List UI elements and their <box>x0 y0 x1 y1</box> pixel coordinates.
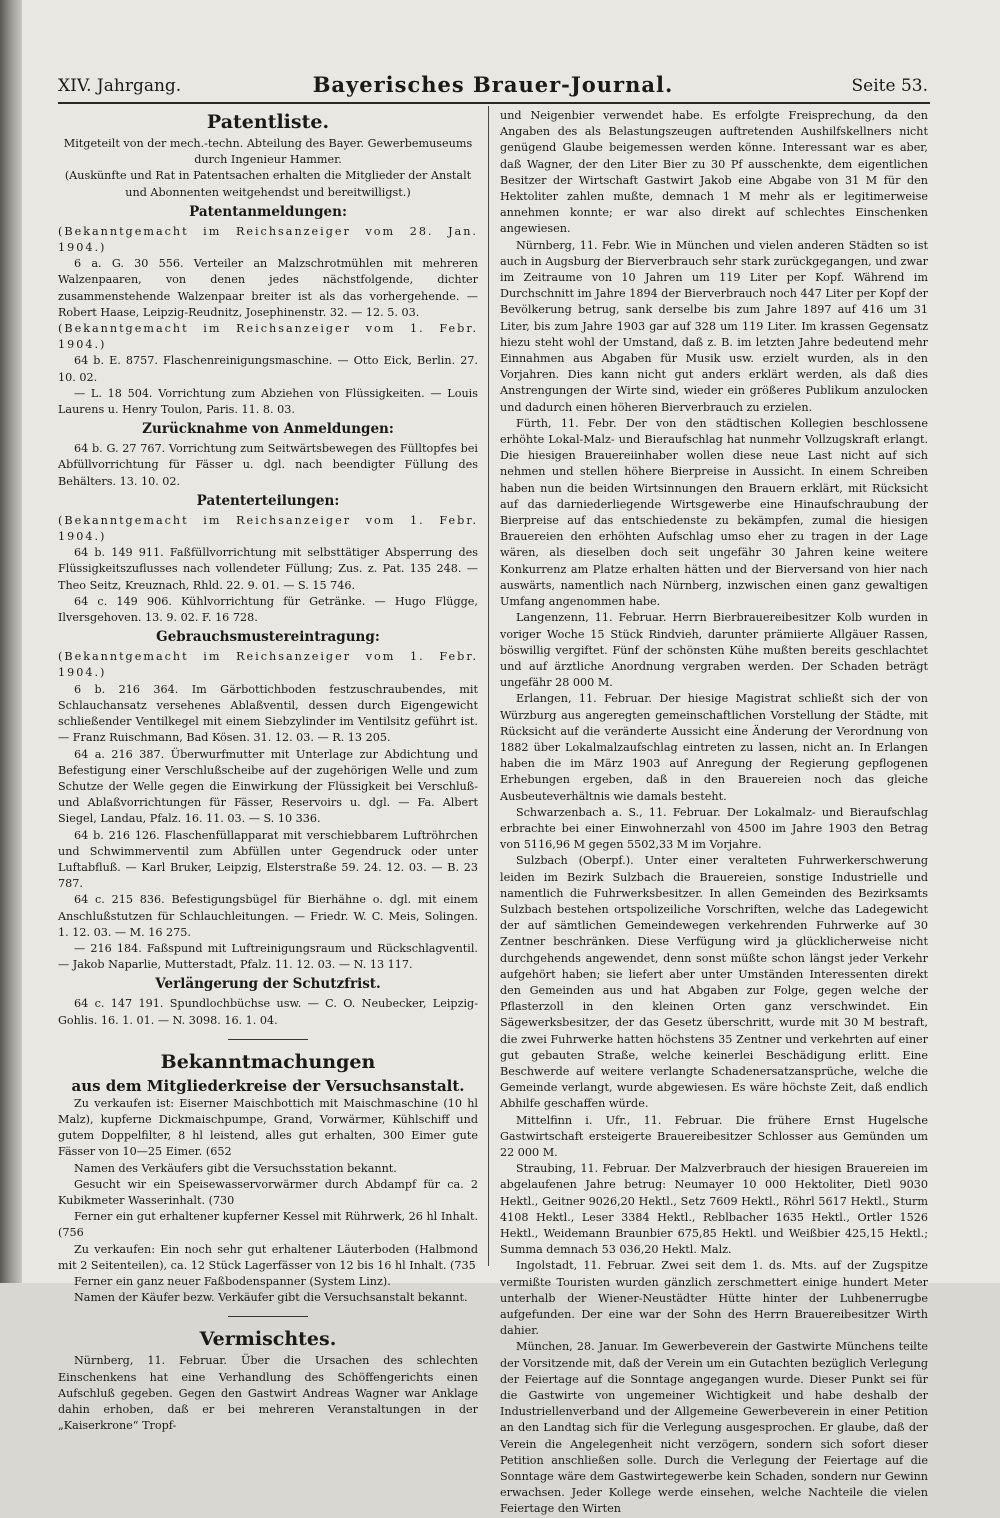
news-entry: Fürth, 11. Febr. Der von den städtischen Kollegien beschlossene erhöhte Lokal-Malz- und Bieraufschlag hat nunmehr Vollzugskraft erlangt. Die hiesigen Brauereiinhaber wollen diese neue Last nicht auf sich nehmen und stellen höhere Bierpreise in Aussicht. In einem Schreiben haben nun die beiden Wirtsinnungen den Brauern erklärt, mit Rücksicht auf das darniederliegende Wirtsgewerbe eine Hinaufschraubung der Bierpreise auf das entschiedenste zu bekämpfen, zumal die hiesigen Brauereien den erhöhten Aufschlag umso eher zu tragen in der Lage wären, als dieselben doch seit ungefähr 30 Jahren keine weitere Konkurrenz am Platze erhalten hätten und der Bierversand von hier nach auswärts, namentlich nach Nürnberg, inzwischen einen ganz gewaltigen Umfang angenommen habe. <box>500 416 928 609</box>
news-entry: Ingolstadt, 11. Februar. Zwei seit dem 1. ds. Mts. auf der Zugspitze vermißte Touristen wurden gänzlich zerschmettert einige hundert Meter unterhalb der Wiener-Neustädter Hütte hinter der Luhbenerrugbe aufgefunden. Der eine war der Sohn des Herrn Brauereibesitzer Wirth dahier. <box>500 1259 928 1338</box>
news-entry: München, 28. Januar. Im Gewerbeverein der Gastwirte Münchens teilte der Vorsitzende mit, daß der Verein um ein Gutachten bezüglich Verlegung der Feiertage auf die Sonntage angegangen wurde. Dieser Punkt sei für die Gastwirte von ungemeiner Wichtigkeit und habe deshalb der Industriellenverband und der Allgemeine Gewerbeverein in einer Petition an den Landtag sich für die Verlegung ausgesprochen. Er glaube, daß der Verein die Angelegenheit nicht verzögern, sondern sich sofort dieser Petition anschließen solle. Durch die Verlegung der Feiertage auf die Sonntage wäre dem Gastwirtegewerbe kein Schaden, sondern nur Gewinn erwachsen. Jeder Kollege werde einsehen, welche Nachteile die vielen Feiertage den Wirten <box>500 1340 928 1516</box>
erteilungen-heading: Patenterteilungen: <box>196 492 340 509</box>
journal-title: Bayerisches Brauer-Journal. <box>312 72 674 97</box>
anmeldungen-heading: Patentanmeldungen: <box>189 203 347 220</box>
news-entry: Nürnberg, 11. Febr. Wie in München und vielen anderen Städten so ist auch in Augsburg der Bierverbrauch sehr stark zurückgegangen, und zwar im Zeitraume von 10 Jahren um 119 Liter per Kopf. Während im Durchschnitt im Jahre 1894 der Bierverbrauch noch 447 Liter per Kopf der Bevölkerung betrug, sank derselbe bis zum Jahre 1897 auf 416 um 31 Liter, bis zum Jahre 1903 gar auf 328 um 119 Liter. Im krassen Gegensatz hiezu steht wohl der Umstand, daß z. B. im letzten Jahre bedeutend mehr Einnahmen aus Abgaben für Musik usw. erzielt wurden, als in den Vorjahren. Dies kann nicht gut anders erklärt werden, als daß dies Anstrengungen der Wirte sind, wieder ein größeres Publikum anzulocken und dadurch einen höheren Bierverbrauch zu erzielen. <box>500 238 928 414</box>
notice-entry: Zu verkaufen ist: Eiserner Maischbottich mit Maischmaschine (10 hl Malz), kupferne Dickmaischpumpe, Grand, Vorwärmer, Kühlschiff und gutem Doppelfilter, 8 hl leistend, alles gut erhalten, 300 Eimer gute Fässer von 10—25 Eimer. (652 <box>58 1096 478 1159</box>
notice-entry: Namen der Käufer bezw. Verkäufer gibt die Versuchsanstalt bekannt. <box>74 1291 468 1305</box>
notice-entry: Ferner ein gut erhaltener kupferner Kessel mit Rührwerk, 26 hl Inhalt. (756 <box>58 1210 478 1240</box>
patents-heading: Patentliste. <box>206 111 330 133</box>
patent-entry: 64 b. 149 911. Faßfüllvorrichtung mit selbsttätiger Absperrung des Flüssigkeitszuflusses nach vollendeter Füllung; Zus. z. Pat. 135 248. — Theo Seitz, Kreuznach, Rhld. 22. 9. 01. — S. 15 746. <box>58 546 478 592</box>
patent-entry: 64 c. 215 836. Befestigungsbügel für Bierhähne o. dgl. mit einem Anschlußstutzen für Schlauchleitungen. — Friedr. W. C. Meis, Solingen. 1. 12. 03. — M. 16 275. <box>58 893 478 939</box>
patent-entry: — L. 18 504. Vorrichtung zum Abziehen von Flüssigkeiten. — Louis Laurens u. Henry Toulon, Paris. 11. 8. 03. <box>58 386 478 417</box>
column-divider <box>488 106 489 1266</box>
section-divider <box>228 1039 308 1040</box>
publication-note: (Bekanntgemacht im Reichsanzeiger vom 1. Febr. 1904.) <box>58 322 478 352</box>
news-entry: Mittelfinn i. Ufr., 11. Februar. Die frühere Ernst Hugelsche Gastwirtschaft ersteigerte Brauereibesitzer Schlosser aus Gemünden um 22 000 M. <box>500 1113 928 1159</box>
news-entry: Erlangen, 11. Februar. Der hiesige Magistrat schließt sich der von Würzburg aus angeregten gemeinschaftlichen Vorstellung der Städte, mit Rücksicht auf die veränderte Aussicht eine Änderung der Verordnung von 1882 über Lokalmalzaufschlag eintreten zu lassen, nicht an. In Erlangen haben die im März 1903 auf Anregung der Regierung gepflogenen Erhebungen ergeben, daß in den Brauereien noch das gleiche Ausbeuteverhältnis wie damals besteht. <box>500 692 928 803</box>
page-number: Seite 53. <box>851 76 928 96</box>
patent-entry: — 216 184. Faßspund mit Luftreinigungsraum und Rückschlagventil. — Jakob Naparlie, Mutterstadt, Pfalz. 11. 12. 03. — N. 13 117. <box>58 941 478 972</box>
notice-entry: Gesucht wir ein Speisewasservorwärmer durch Abdampf für ca. 2 Kubikmeter Wasserinhalt. (730 <box>58 1177 478 1207</box>
right-column <box>500 108 928 1518</box>
book-spine <box>0 0 22 1283</box>
patents-intro: Mitgeteilt von der mech.-techn. Abteilung des Bayer. Gewerbemuseums durch Ingenieur Hammer. <box>63 137 473 167</box>
left-column <box>58 108 478 1434</box>
page-header <box>58 72 928 102</box>
patent-entry: 64 c. 147 191. Spundlochbüchse usw. — C. O. Neubecker, Leipzig-Gohlis. 16. 1. 01. — N. 3098. 16. 1. 04. <box>58 997 478 1027</box>
publication-note: (Bekanntgemacht im Reichsanzeiger vom 28. Jan. 1904.) <box>58 224 478 255</box>
notice-entry: Namen des Verkäufers gibt die Versuchsstation bekannt. <box>74 1161 397 1175</box>
patent-entry: 6 a. G. 30 556. Verteiler an Malzschrotmühlen mit mehreren Walzenpaaren, von denen jedes nächstfolgende, dichter zusammenstehende Walzenpaar breiter ist als das vorhergehende. — Robert Haase, Leipzig-Reudnitz, Josephinenstr. 32. — 12. 5. 03. <box>58 257 478 319</box>
notice-entry: Ferner ein ganz neuer Faßbodenspanner (System Linz). <box>74 1274 391 1288</box>
header-rule <box>58 102 930 104</box>
patents-note: (Auskünfte und Rat in Patentsachen erhalten die Mitglieder der Anstalt und Abonnenten weitgehendst und bereitwilligst.) <box>64 169 472 199</box>
news-entry: Nürnberg, 11. Februar. Über die Ursachen des schlechten Einschenkens hat eine Verhandlung des Schöffengerichts einen Aufschluß gegeben. Gegen den Gastwirt Andreas Wagner war Anklage dahin erhoben, daß er bei mehreren Veranstaltungen in der „Kaiserkrone“ Tropf- <box>58 1354 478 1433</box>
patent-entry: 64 a. 216 387. Überwurfmutter mit Unterlage zur Abdichtung und Befestigung einer Verschlußscheibe auf der zugehörigen Welle und zum Schutze der Welle gegen die Einwirkung der Flüssigkeit bei Verschluß- und Ablaßvorrichtungen für Fässer, Reservoirs u. dgl. — Fa. Albert Siegel, Landau, Pfalz. 16. 11. 03. — S. 10 336. <box>58 747 478 826</box>
patent-entry: 64 b. E. 8757. Flaschenreinigungsmaschine. — Otto Eick, Berlin. 27. 10. 02. <box>58 354 478 384</box>
notice-entry: Zu verkaufen: Ein noch sehr gut erhaltener Läuterboden (Halbmond mit 2 Seitenteilen), ca. 12 Stück Lagerfässer von 12 bis 16 hl Inhalt. (735 <box>58 1242 478 1272</box>
verlaengerung-heading: Verlängerung der Schutzfrist. <box>155 976 381 993</box>
news-entry: Schwarzenbach a. S., 11. Februar. Der Lokalmalz- und Bieraufschlag erbrachte bei einer Einwohnerzahl von 4500 im Jahre 1903 den Betrag von 5116,96 M gegen 5502,33 M im Vorjahre. <box>500 805 928 852</box>
news-entry: Sulzbach (Oberpf.). Unter einer veralteten Fuhrwerkerschwerung leiden im Bezirk Sulzbach die Brauereien, sonstige Industrielle und namentlich die Fuhrwerksbesitzer. In allen Gemeinden des Bezirksamts Sulzbach bestehen ortspolizeiliche Vorschriften, welche das Ladegewicht der auf sämtlichen Gemeindewegen verkehrenden Fuhrwerke auf 30 Zentner beschränken. Diese Verfügung wird ja glücklicherweise nicht durchgehends angewendet, denn sonst müßte schon längst jeder Verkehr aufgehört haben; sie liefert aber unter Umständen Interessenten direkt den Gemeinden aus und hat Abgaben zur Folge, gegen welche der Pflasterzoll in den kleinen Orten ganz verschwindet. Ein Sägewerksbesitzer, der das Gesetz überschritt, wurde mit 30 M bestraft, die zwei Fuhrwerke hatten höchstens 35 Zentner und verkehrten auf einer gut gebauten Straße, welche keinerlei Beschädigung erlitt. Eine Beschwerde auf weitere verlangte Schadenersatzansprüche, welche die Gemeinde verlangt, wurde abgewiesen. Es wäre höchste Zeit, daß endlich Abhilfe geschaffen würde. <box>500 854 928 1111</box>
patent-entry: 64 c. 149 906. Kühlvorrichtung für Getränke. — Hugo Flügge, Ilversgehoven. 13. 9. 02. F. 16 728. <box>58 594 478 625</box>
publication-note: (Bekanntgemacht im Reichsanzeiger vom 1. Febr. 1904.) <box>58 513 478 544</box>
patent-entry: 64 b. G. 27 767. Vorrichtung zum Seitwärtsbewegen des Fülltopfes bei Abfüllvorrichtung für Fässer u. dgl. nach beendigter Füllung des Behälters. 13. 10. 02. <box>58 442 478 488</box>
news-entry: Straubing, 11. Februar. Der Malzverbrauch der hiesigen Brauereien im abgelaufenen Jahre betrug: Neumayer 10 000 Hektoliter, Dietl 9030 Hektl., Geitner 9026,20 Hektl., Setz 7609 Hektl., Röhrl 5617 Hektl., Sturm 4108 Hektl., Leser 3384 Hektl., Reblbacher 1635 Hektl., Ortler 1526 Hektl., Weidemann Braunbier 675,85 Hektl. und Weißbier 425,15 Hektl.; Summa demnach 53 036,20 Hektl. Malz. <box>500 1162 928 1257</box>
publication-note: (Bekanntgemacht im Reichsanzeiger vom 1. Febr. 1904.) <box>58 650 478 680</box>
patent-entry: 64 b. 216 126. Flaschenfüllapparat mit verschiebbarem Luftröhrchen und Schwimmerventil zum Abfüllen unter Gegendruck oder unter Luftabfluß. — Karl Bruker, Leipzig, Elsterstraße 59. 24. 12. 03. — B. 23 787. <box>58 828 478 891</box>
gebrauchsmuster-heading: Gebrauchsmustereintragung: <box>156 629 380 646</box>
bekanntmachungen-heading: Bekanntmachungen <box>160 1050 376 1073</box>
patent-entry: 6 b. 216 364. Im Gärbottichboden festzuschraubendes, mit Schlauchansatz versehenes Ablaßventil, dessen durch Eigengewicht schließender Ventilkegel mit einem Siebzylinder im Ventilsitz geführt ist. — Franz Ruischmann, Bad Kösen. 31. 12. 03. — R. 13 205. <box>58 682 478 745</box>
journal-page <box>22 0 1000 1516</box>
zuruecknahme-heading: Zurücknahme von Anmeldungen: <box>142 421 394 438</box>
vermischtes-heading: Vermischtes. <box>199 1328 337 1351</box>
volume-label: XIV. Jahrgang. <box>58 76 182 96</box>
section-divider <box>228 1316 308 1317</box>
news-entry: und Neigenbier verwendet habe. Es erfolgte Freisprechung, da den Angaben des als Belastungszeugen auftretenden Aushilfskellners nicht genügend Glaube beigemessen werden könne. Interessant war es aber, daß Wagner, der den Liter Bier zu 30 Pf ausschenkte, dem eigentlichen Besitzer der Wirtschaft Gastwirt Jakob eine Abgabe von 31 M für den Hektoliter zahlen mußte, demnach 1 M mehr als er legitimerweise annehmen konnte; er war also direkt auf schlechtes Einschenken angewiesen. <box>500 109 928 236</box>
bekanntmachungen-subheading: aus dem Mitgliederkreise der Versuchsanstalt. <box>71 1076 465 1095</box>
news-entry: Langenzenn, 11. Februar. Herrn Bierbrauereibesitzer Kolb wurden in voriger Woche 15 Stück Rindvieh, darunter prämiierte Allgäuer Rassen, böswillig vergiftet. Fünf der schönsten Kühe mußten bereits geschlachtet und auf ärztliche Anordnung vergraben werden. Der Schaden beträgt ungefähr 28 000 M. <box>500 611 928 690</box>
